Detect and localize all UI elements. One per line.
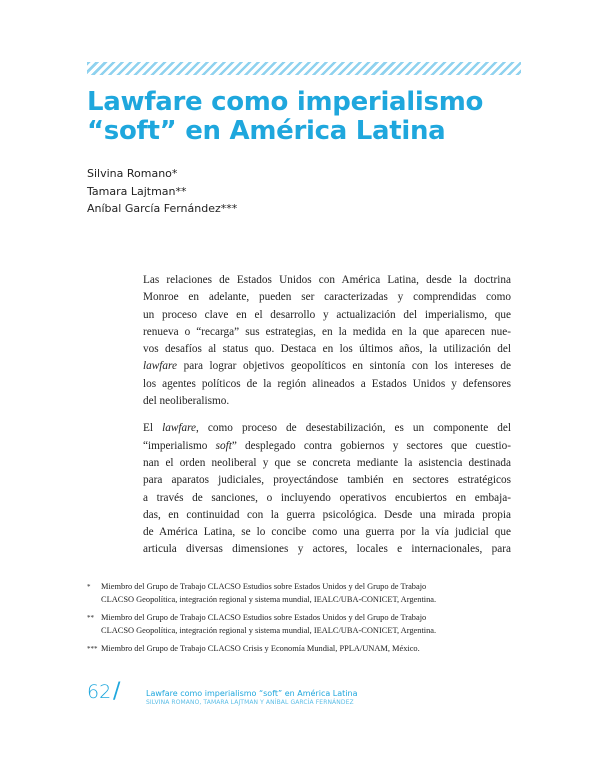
body-line: Las relaciones de Estados Unidos con América Latina, desde la doctrina xyxy=(143,274,511,286)
body-line: Monroe en adelante, pueden ser caracterizadas y comprendidas como xyxy=(143,291,511,304)
body-word: “imperialismo xyxy=(143,439,208,452)
footnote-line: Miembro del Grupo de Trabajo CLACSO Estudios sobre Estados Unidos y del Grupo de Trabajo xyxy=(101,613,427,622)
footnote-line: Miembro del Grupo de Trabajo CLACSO Crisis y Economía Mundial, PPLA/UNAM, México. xyxy=(101,644,420,653)
body-line: los agentes políticos de la región alineados a Estados Unidos y defensores xyxy=(143,377,511,390)
body-line: vos desafíos al status quo. Destaca en los últimos años, la utilización del xyxy=(143,343,511,356)
author-2: Tamara Lajtman** xyxy=(87,184,187,198)
body-line: das, en continuidad con la guerra psicológica. Desde una mirada propia xyxy=(143,508,511,521)
body-line: articula diversas dimensiones y actores, locales e internacionales, para xyxy=(143,543,511,556)
italic-term: lawfare xyxy=(143,360,177,373)
footnote-text xyxy=(101,643,517,656)
body-line: para aparatos judiciales, proyectándose también en sectores estratégicos xyxy=(143,474,511,487)
footnote-line: CLACSO Geopolítica, integración regional y sistema mundial, IEALC/UBA-CONICET, Argentina. xyxy=(101,594,437,604)
page-number-slash: / xyxy=(113,679,121,704)
italic-term: soft xyxy=(215,439,232,452)
author-1: Silvina Romano* xyxy=(87,167,178,180)
footnote-text xyxy=(101,612,517,637)
footnote-line: Miembro del Grupo de Trabajo CLACSO Estudios sobre Estados Unidos y del Grupo de Trabajo xyxy=(101,582,427,591)
decorative-stripe-bar xyxy=(87,62,521,75)
article-title xyxy=(87,88,557,146)
body-paragraph-2 xyxy=(143,420,511,558)
body-line: a través de sanciones, o incluyendo operativos encubiertos en embaja- xyxy=(143,491,511,504)
body-line-rest: ” desplegado contra gobiernos y sectores que cuestio- xyxy=(231,439,512,452)
page-number: 62 xyxy=(87,681,112,703)
article-title-line-2: “soft” en América Latina xyxy=(87,116,446,146)
italic-term: lawfare xyxy=(162,422,197,435)
body-line-with-italic xyxy=(143,438,511,455)
body-line-rest: para lograr objetivos geopolíticos en sintonía con los intereses de xyxy=(183,360,511,373)
author-list xyxy=(87,165,237,218)
body-paragraph-1 xyxy=(143,272,511,410)
body-line-rest: , como proceso de desestabilización, es un componente del xyxy=(196,422,512,435)
footnotes xyxy=(87,581,517,662)
footnote-mark: *** xyxy=(87,645,98,653)
body-line: de América Latina, se lo concibe como una guerra por la vía judicial que xyxy=(143,526,511,539)
body-line: del neoliberalismo. xyxy=(143,395,230,408)
footnote-line: CLACSO Geopolítica, integración regional y sistema mundial, IEALC/UBA-CONICET, Argentina. xyxy=(101,625,437,635)
body-line: renueva o “recarga” sus estrategias, en la medida en la que aparecen nue- xyxy=(143,325,511,338)
body-line: nan el orden neoliberal y que se concreta mediante la asistencia destinada xyxy=(143,456,511,469)
body-word: El xyxy=(143,422,153,435)
footnote-1 xyxy=(87,581,517,606)
footnote-text xyxy=(101,581,517,606)
body-line-with-italic xyxy=(143,420,511,437)
article-title-line-1: Lawfare como imperialismo xyxy=(87,87,484,117)
author-3: Aníbal García Fernández*** xyxy=(87,202,238,215)
body-line: un proceso clave en el desarrollo y actualización del imperialismo, que xyxy=(143,308,511,321)
footnote-mark: * xyxy=(87,583,91,591)
footnote-2 xyxy=(87,612,517,637)
body-line-with-italic xyxy=(143,358,511,375)
footnote-mark: ** xyxy=(87,614,94,622)
footnote-3 xyxy=(87,643,517,656)
article-body xyxy=(143,272,511,569)
running-title: Lawfare como imperialismo “soft” en América Latina xyxy=(146,689,358,698)
running-authors: SILVINA ROMANO, TAMARA LAJTMAN Y ANÍBAL GARCÍA FERNÁNDEZ xyxy=(146,699,354,706)
